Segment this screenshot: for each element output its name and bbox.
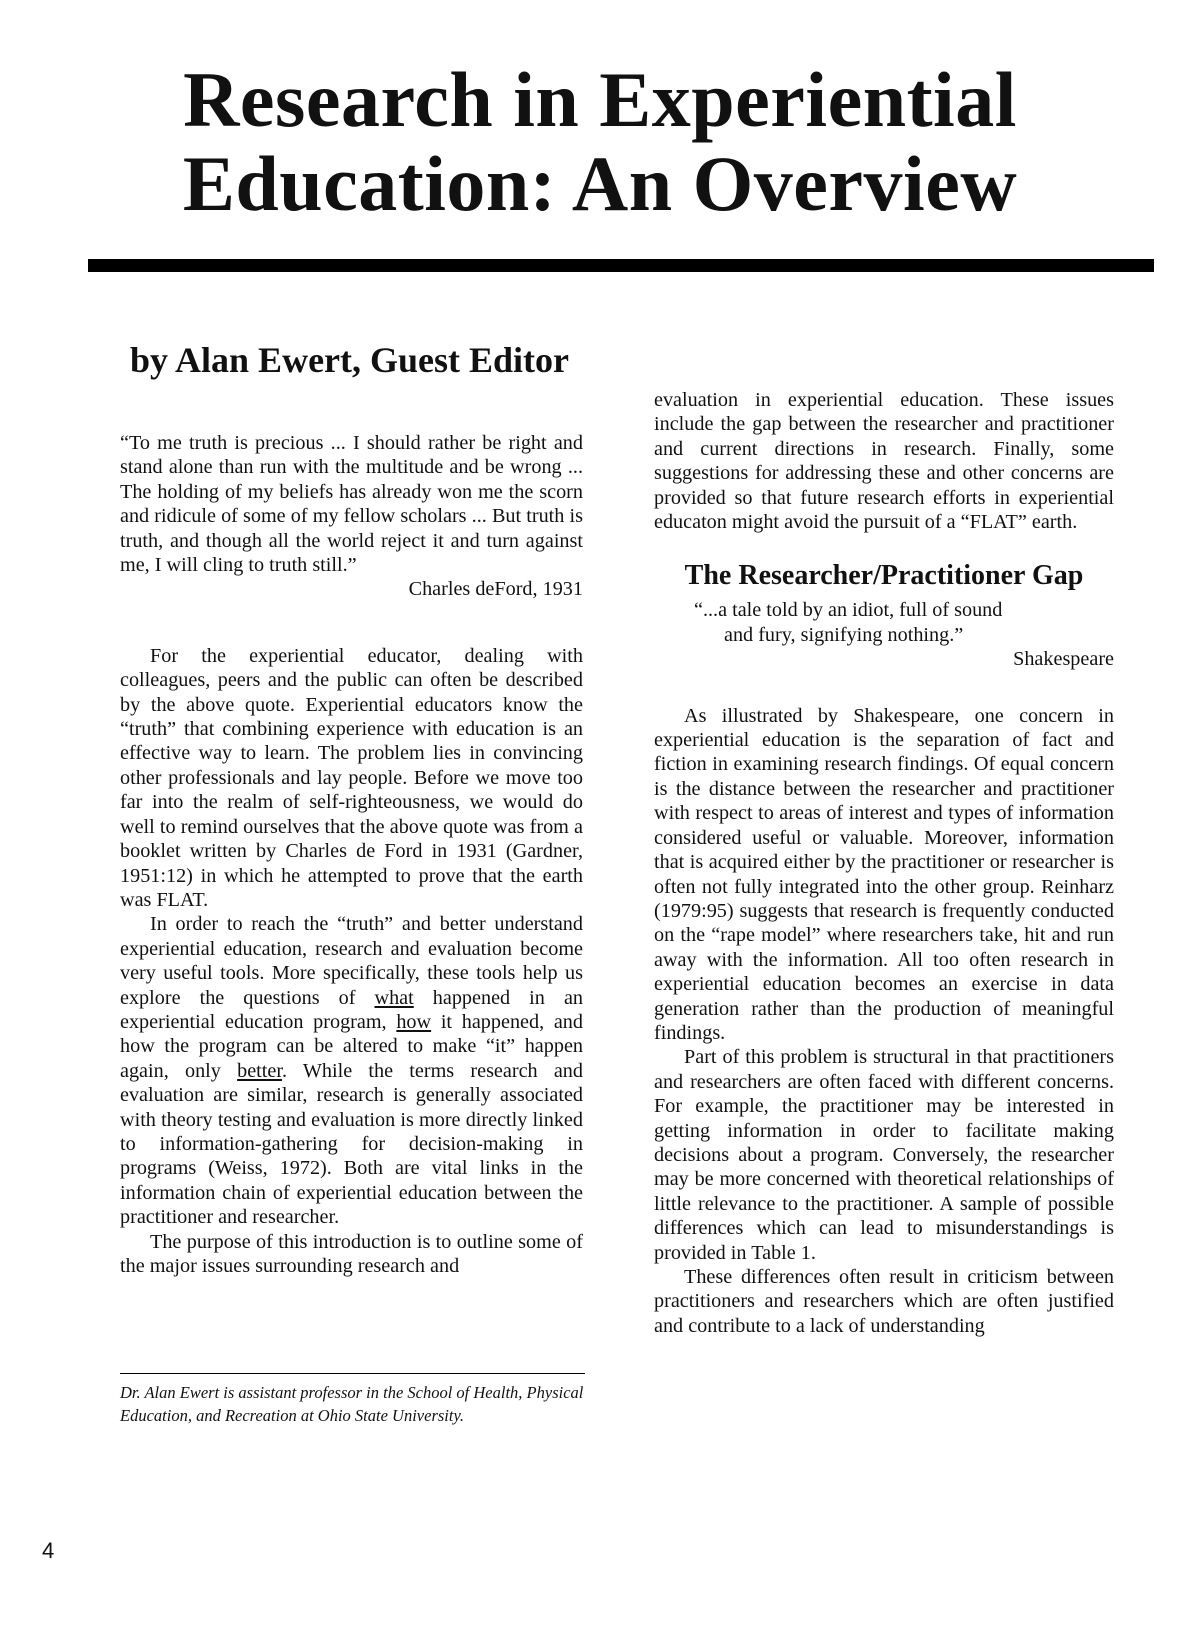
title-rule <box>88 259 1154 272</box>
section-paragraph-3: These differences often result in criticism between practitioners and researchers which are often justified and contribute to a lack of understanding <box>654 1266 1114 1337</box>
title-line-1: Research in Experiential <box>183 56 1017 143</box>
paragraph-2: In order to reach the “truth” and better understand experiential education, research and evaluation become very useful tools. More specifically, these tools help us explore the questions of what happened in an experiential education program, how it happened, and how the program can be altered to make “it” happen again, only better. While the terms research and evaluation are similar, research is generally associated with theory testing and evaluation is more directly linked to information-gathering for decision-making in programs (Weiss, 1972). Both are vital links in the information chain of experiential education between the practitioner and researcher. <box>120 913 583 1229</box>
shakespeare-epigraph: “...a tale told by an idiot, full of sound and fury, signifying nothing.” <box>694 599 1003 646</box>
page-number: 4 <box>42 1538 55 1563</box>
section-paragraph-2: Part of this problem is structural in that practitioners and researchers are often faced with different concerns. For example, the practitioner may be interested in getting information in order to facilitate making decisions about a program. Conversely, the researcher may be more concerned with theoretical relationships of little relevance to the practitioner. A sample of possible differences which can lead to misunderstandings is provided in Table 1. <box>654 1046 1114 1264</box>
article-title <box>150 58 1050 226</box>
underlined-better: better <box>237 1059 282 1082</box>
title-line-2: Education: An Overview <box>182 140 1018 227</box>
opening-epigraph: “To me truth is precious ... I should rather be right and stand alone than run with the multitude and be wrong ... The holding of my beliefs has already won me the scorn and ridicule of some of my fellow scholars ... But truth is truth, and though all the world reject it and turn against me, I will cling to truth still.” <box>120 432 583 577</box>
right-column <box>654 388 1114 1338</box>
byline: by Alan Ewert, Guest Editor <box>130 340 570 380</box>
paragraph-1: For the experiential educator, dealing with colleagues, peers and the public can often be described by the above quote. Experiential educators know the “truth” that combining experience with education is an effective way to learn. The problem lies in convincing other professionals and lay people. Before we move too far into the realm of self-righteousness, we would do well to remind ourselves that the above quote was from a booklet written by Charles de Ford in 1931 (Gardner, 1951:12) in which he attempted to prove that the earth was FLAT. <box>120 644 583 911</box>
underlined-what: what <box>374 986 414 1009</box>
paragraph-3: The purpose of this introduction is to outline some of the major issues surrounding research and <box>120 1230 583 1277</box>
epigraph-attribution: Charles deFord, 1931 <box>408 578 583 601</box>
author-footnote: Dr. Alan Ewert is assistant professor in the School of Health, Physical Education, and Recreation at Ohio State University. <box>120 1383 584 1425</box>
continued-paragraph: evaluation in experiential education. These issues include the gap between the researcher and practitioner and current directions in research. Finally, some suggestions for addressing these and other concerns are provided so that future research efforts in experiential educaton might avoid the pursuit of a “FLAT” earth. <box>654 389 1114 534</box>
section-paragraph-1: As illustrated by Shakespeare, one concern in experiential education is the separation of fact and fiction in examining research findings. Of equal concern is the distance between the researcher and practitioner with respect to areas of interest and types of information considered useful or valuable. Moreover, information that is acquired either by the practitioner or researcher is often not fully integrated into the other group. Reinharz (1979:95) suggests that research is frequently conducted on the “rape model” where researchers take, hit and run away with the information. All too often research in experiential education becomes an exercise in data generation rather than the production of meaningful findings. <box>654 704 1114 1044</box>
underlined-how: how <box>396 1010 432 1033</box>
shakespeare-attribution: Shakespeare <box>1013 648 1114 671</box>
footnote-rule <box>120 1373 585 1374</box>
section-heading: The Researcher/Practitioner Gap <box>684 560 1084 592</box>
left-column <box>120 431 583 1278</box>
